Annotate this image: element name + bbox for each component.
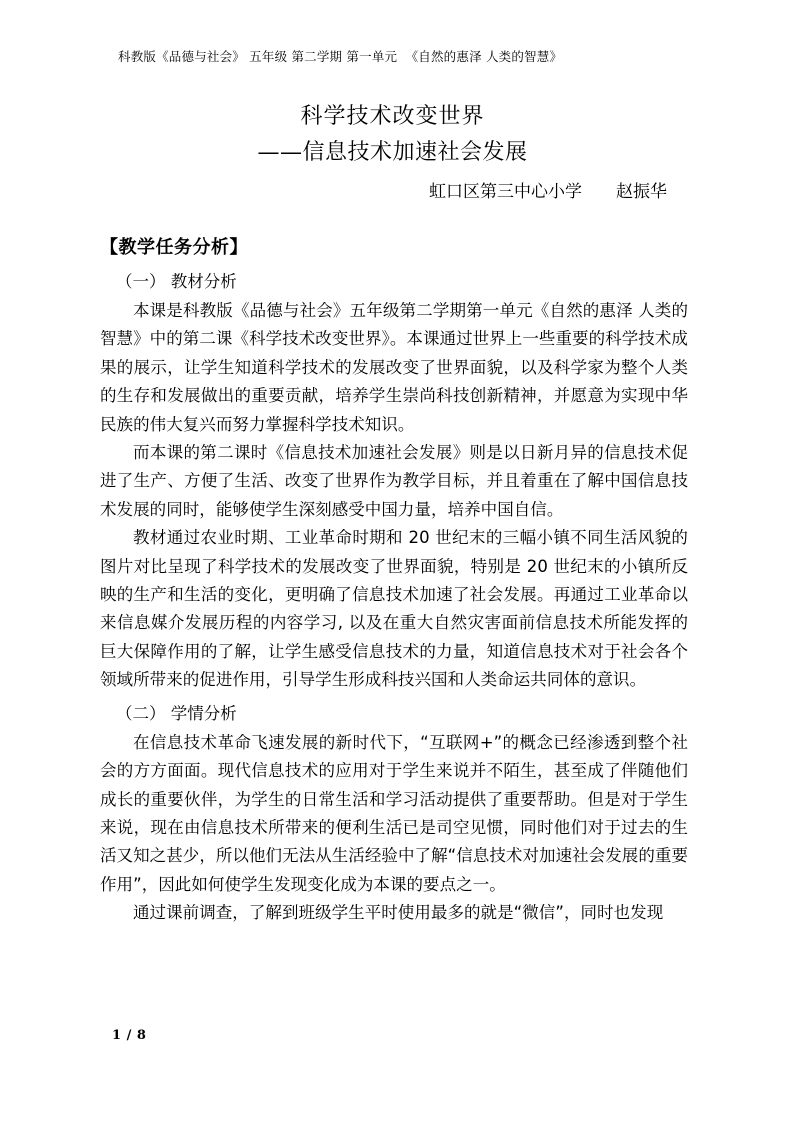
byline-author: 虹口区第三中心小学 赵振华 xyxy=(429,182,667,202)
paragraph-5: 通过课前调查，了解到班级学生平时使用最多的就是“微信”，同时也发现 xyxy=(133,903,664,923)
document-body xyxy=(100,233,688,928)
paragraph-1: 本课是科教版《品德与社会》五年级第二学期第一单元《自然的惠泽 人类的智慧》中的第二课《科学技术改变世界》。本课通过世界上一些重要的科学技术成果的展示，让学生知道科学技术的发展改变了世界面貌，以及科学家为整个人类的生存和发展做出的重要贡献，培养学生崇尚科技创新精神，并愿意为实现中华民族的伟大复兴而努力掌握科学技术知识。 xyxy=(100,301,688,434)
title-block xyxy=(100,100,685,212)
paragraph-4: 在信息技术革命飞速发展的新时代下，“互联网+”的概念已经渗透到整个社会的方方面面。现代信息技术的应用对于学生来说并不陌生，甚至成了伴随他们成长的重要伙伴，为学生的日常生活和学习活动提供了重要帮助。但是对于学生来说，现在由信息技术所带来的便利生活已是司空见惯，同时他们对于过去的生活又知之甚少，所以他们无法从生活经验中了解“信息技术对加速社会发展的重要作用”，因此如何使学生发现变化成为本课的要点之一。 xyxy=(100,732,688,894)
paragraph-3: 教材通过农业时期、工业革命时期和 20 世纪末的三幅小镇不同生活风貌的图片对比呈现了科学技术的发展改变了世界面貌，特别是 20 世纪末的小镇所反映的生产和生活的变化，更明确了信息技术加速了社会发展。再通过工业革命以来信息媒介发展历程的内容学习, 以及在重大自然灾害面前信息技术所能发挥的巨大保障作用的了解，让学生感受信息技术的力量，知道信息技术对于社会各个领域所带来的促进作用，引导学生形成科技兴国和人类命运共同体的意识。 xyxy=(100,528,688,690)
subheading-textbook-analysis: （一） 教材分析 xyxy=(116,272,237,291)
page-subtitle: ——信息技术加速社会发展 xyxy=(257,140,528,165)
running-header: 科教版《品德与社会》 五年级 第二学期 第一单元 《自然的惠泽 人类的智慧》 xyxy=(118,49,563,64)
section-heading-teaching-task-analysis: 【教学任务分析】 xyxy=(100,237,248,258)
page-number-footer: 1 / 8 xyxy=(112,1028,147,1043)
paragraph-2: 而本课的第二课时《信息技术加速社会发展》则是以日新月异的信息技术促进了生产、方便了生活、改变了世界作为教学目标，并且着重在了解中国信息技术发展的同时，能够使学生深刻感受中国力量，培养中国自信。 xyxy=(100,443,688,519)
subheading-student-situation-analysis: （二） 学情分析 xyxy=(116,703,237,723)
page-title: 科学技术改变世界 xyxy=(300,104,485,129)
